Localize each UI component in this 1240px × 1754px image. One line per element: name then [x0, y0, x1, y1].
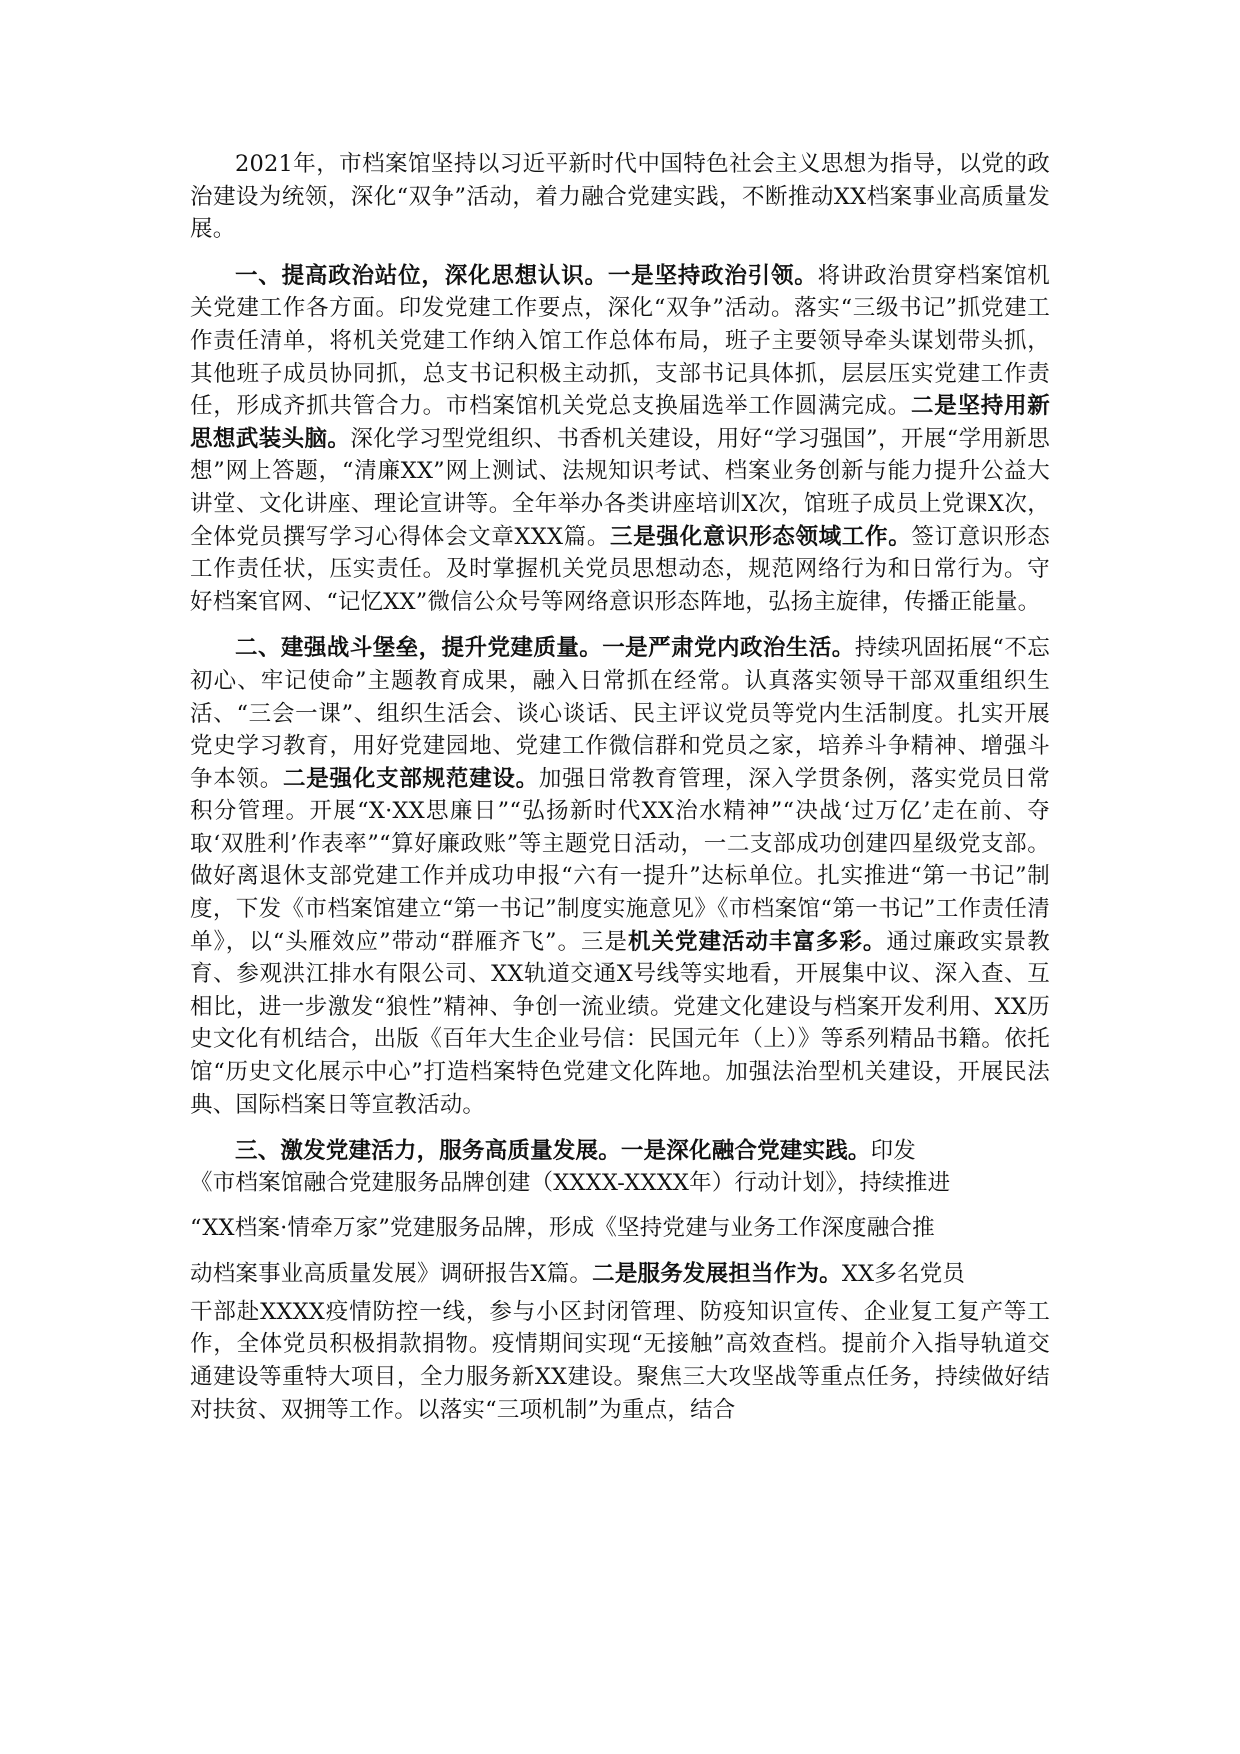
section-1-sub3-text: 签订意识形态工作责任状，压实责任。及时掌握机关党员思想动态，规范网络行为和日常行为。守好档案官网、“记忆XX”微信公众号等网络意识形态阵地，弘扬主旋律，传播正能量。 [190, 523, 1050, 615]
section-3-line-4 [190, 1252, 1050, 1296]
section-3-line1-rest: 印发 [870, 1138, 917, 1165]
section-3-line4-start: 动档案事业高质量发展》调研报告X篇。 [190, 1260, 593, 1287]
section-2-sub1-text: 持续巩固拓展“不忘初心、牢记使命”主题教育成果，融入日常抓在经常。认真落实领导干部双重组织生活、“三会一课”、组织生活会、谈心谈话、民主评议党员等党内生活制度。扎实开展党史学习教育，用好党建园地、党建工作微信群和党员之家，培养斗争精神、增强斗争本领。 [190, 635, 1050, 792]
section-1-sub2-title: 二是坚持用新思想武装头脑。 [190, 393, 1051, 452]
section-2-sub2-text: 加强日常教育管理，深入学贯条例，落实党员日常积分管理。开展“X·XX思廉日”“弘扬新时代XX治水精神”“决战‘过万亿’走在前、夺取‘双胜利’作表率”“算好廉政账”等主题党日活动，一二支部成功创建四星级党支部。做好离退休支部党建工作并成功申报“六有一提升”达标单位。扎实推进“第一书记”制度，下发《市档案馆建立“第一书记”制度实施意见》《市档案馆“第一书记”工作责任清单》，以“头雁效应”带动“群雁齐飞”。三是 [190, 765, 1050, 955]
section-1-sub1-text: 将讲政治贯穿档案馆机关党建工作各方面。印发党建工作要点，深化“双争”活动。落实“三级书记”抓党建工作责任清单，将机关党建工作纳入馆工作总体布局，班子主要领导牵头谋划带头抓，其他班子成员协同抓，总支书记积极主动抓，支部书记具体抓，层层压实党建工作责任，形成齐抓共管合力。市档案馆机关党总支换届选举工作圆满完成。 [190, 262, 1050, 420]
section-3-line4-rest: XX多名党员 [841, 1260, 966, 1287]
section-1-sub2-text: 深化学习型党组织、书香机关建设，用好“学习强国”，开展“学用新思想”网上答题，“清廉XX”网上测试、法规知识考试、档案业务创新与能力提升公益大讲堂、文化讲座、理论宣讲等。全年举办各类讲座培训X次，馆班子成员上党课X次，全体党员撰写学习心得体会文章XXX篇。 [190, 425, 1050, 550]
section-2-sub1-title: 一是严肃党内政治生活。 [602, 635, 855, 662]
section-2-sub2-title: 二是强化支部规范建设。 [283, 765, 539, 792]
section-3-line-1 [190, 1135, 1050, 1168]
section-3-paragraph [190, 1135, 1050, 1426]
section-3-sub2-title: 二是服务发展担当作为。 [592, 1260, 842, 1287]
section-3-sub1-title: 一是深化融合党建实践。 [620, 1138, 871, 1165]
section-1-paragraph [190, 260, 1050, 619]
section-3-heading: 三、激发党建活力，服务高质量发展。 [235, 1138, 621, 1165]
section-3-line-3: “XX档案·情牵万家”党建服务品牌，形成《坚持党建与业务工作深度融合推 [190, 1214, 935, 1241]
section-3-sub2-text: 干部赴XXXX疫情防控一线，参与小区封闭管理、防疫知识宣传、企业复工复产等工作，全体党员积极捐款捐物。疫情期间实现“无接触”高效查档。提前介入指导轨道交通建设等重特大项目，全力服务新XX建设。聚焦三大攻坚战等重点任务，持续做好结对扶贫、双拥等工作。以落实“三项机制”为重点，结合 [190, 1298, 1050, 1423]
section-3-line-2: 《市档案馆融合党建服务品牌创建（XXXX-XXXX年）行动计划》，持续推进 [190, 1169, 951, 1196]
section-2-sub3-text: 通过廉政实景教育、参观洪江排水有限公司、XX轨道交通X号线等实地看，开展集中议、深入查、互相比，进一步激发“狼性”精神、争创一流业绩。党建文化建设与档案开发利用、XX历史文化有机结合，出版《百年大生企业号信：民国元年（上）》等系列精品书籍。依托馆“历史文化展示中心”打造档案特色党建文化阵地。加强法治型机关建设，开展民法典、国际档案日等宣教活动。 [190, 928, 1050, 1118]
document-page [190, 148, 1050, 1440]
section-2-sub3-title: 机关党建活动丰富多彩。 [628, 928, 887, 955]
section-1-heading: 一、提高政治站位，深化思想认识。 [235, 262, 608, 289]
section-1-sub1-title: 一是坚持政治引领。 [607, 262, 818, 289]
section-2-heading: 二、建强战斗堡垒，提升党建质量。 [235, 635, 603, 662]
section-2-paragraph [190, 632, 1050, 1121]
intro-paragraph: 2021年，市档案馆坚持以习近平新时代中国特色社会主义思想为指导，以党的政治建设为统领，深化“双争”活动，着力融合党建实践，不断推动XX档案事业高质量发展。 [190, 151, 1050, 243]
section-1-sub3-title: 三是强化意识形态领域工作。 [610, 523, 912, 550]
